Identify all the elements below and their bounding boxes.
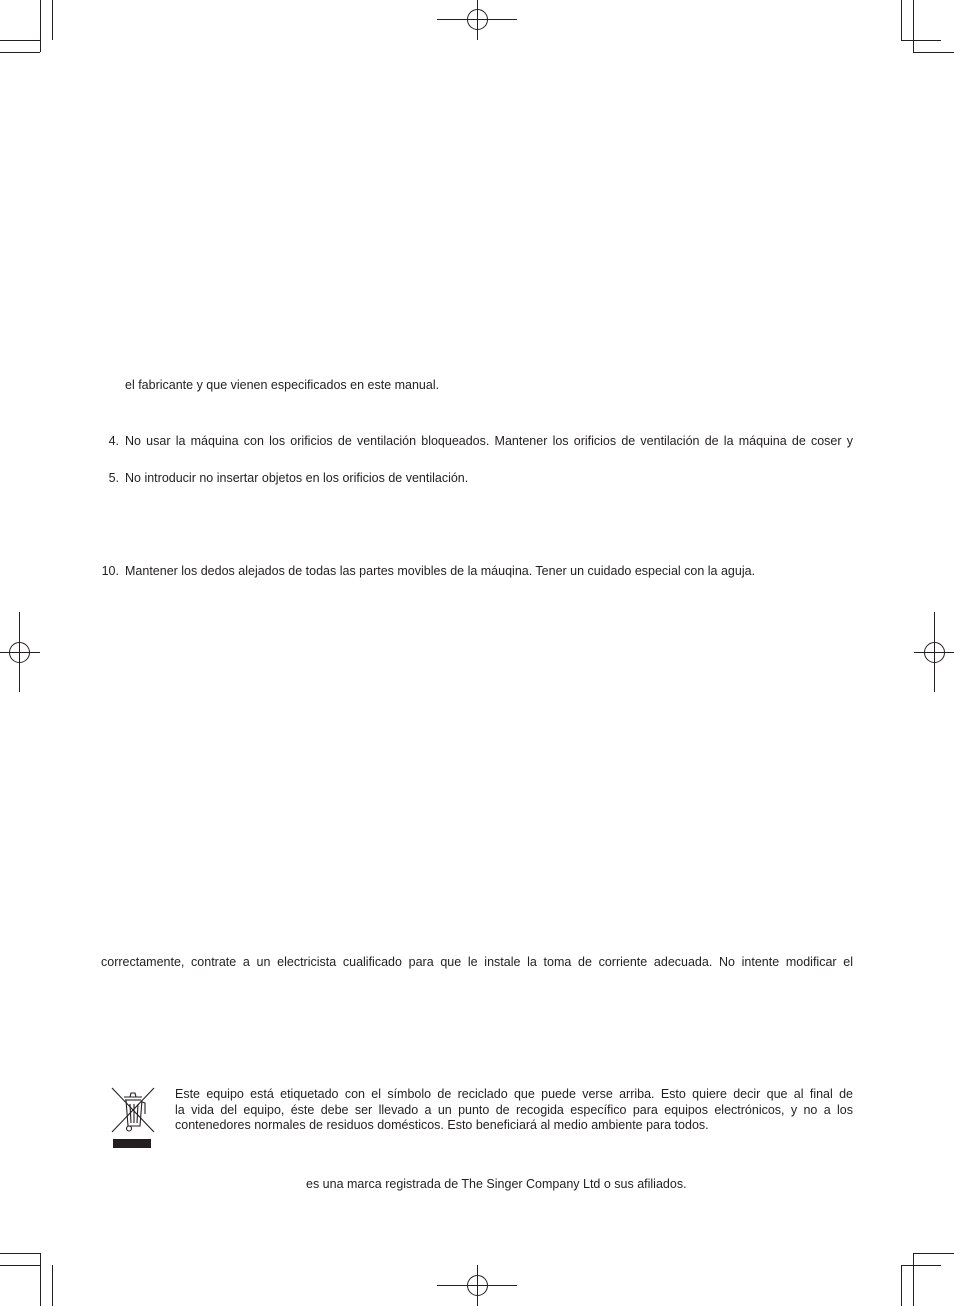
item-number-10: 10. [101, 564, 119, 578]
continuation-line-fabricante: el fabricante y que vienen especificados en este manual. [125, 378, 440, 392]
recycling-notice-line-1: Este equipo está etiquetado con el símbolo de reciclado que puede verse arriba. Esto quiere decir que al final de [175, 1087, 853, 1101]
recycling-notice-line-3: contenedores normales de residuos domésticos. Esto beneficiará al medio ambiente para todos. [175, 1118, 709, 1132]
recycling-notice [175, 1087, 853, 1134]
crop-mark-top-left [0, 0, 53, 53]
registration-target-top [437, 0, 517, 40]
crop-mark-bottom-left [0, 1253, 53, 1306]
registration-target-left [0, 612, 40, 692]
registration-target-right [914, 612, 954, 692]
registration-target-bottom [437, 1265, 517, 1306]
recycling-notice-line-2: la vida del equipo, éste debe ser llevado a un punto de recogida específico para equipos electrónicos, y no a los [175, 1102, 853, 1117]
item-number-5: 5. [108, 471, 119, 485]
crop-mark-top-right [901, 0, 954, 53]
continuation-line-correctamente: correctamente, contrate a un electricista cualificado para que le instale la toma de corriente adecuada. No intente modificar el [101, 955, 853, 969]
item-text-10: Mantener los dedos alejados de todas las partes movibles de la máuqina. Tener un cuidado especial con la aguja. [125, 564, 756, 578]
item-text-4: No usar la máquina con los orificios de ventilación bloqueados. Mantener los orificios de ventilación de la máquina de coser y [125, 434, 853, 448]
item-number-4: 4. [108, 434, 119, 448]
trademark-notice: es una marca registrada de The Singer Company Ltd o sus afiliados. [306, 1177, 687, 1191]
crop-mark-bottom-right [901, 1253, 954, 1306]
crossed-out-wheelie-bin-icon [110, 1086, 156, 1152]
item-text-5: No introducir no insertar objetos en los orificios de ventilación. [125, 471, 469, 485]
